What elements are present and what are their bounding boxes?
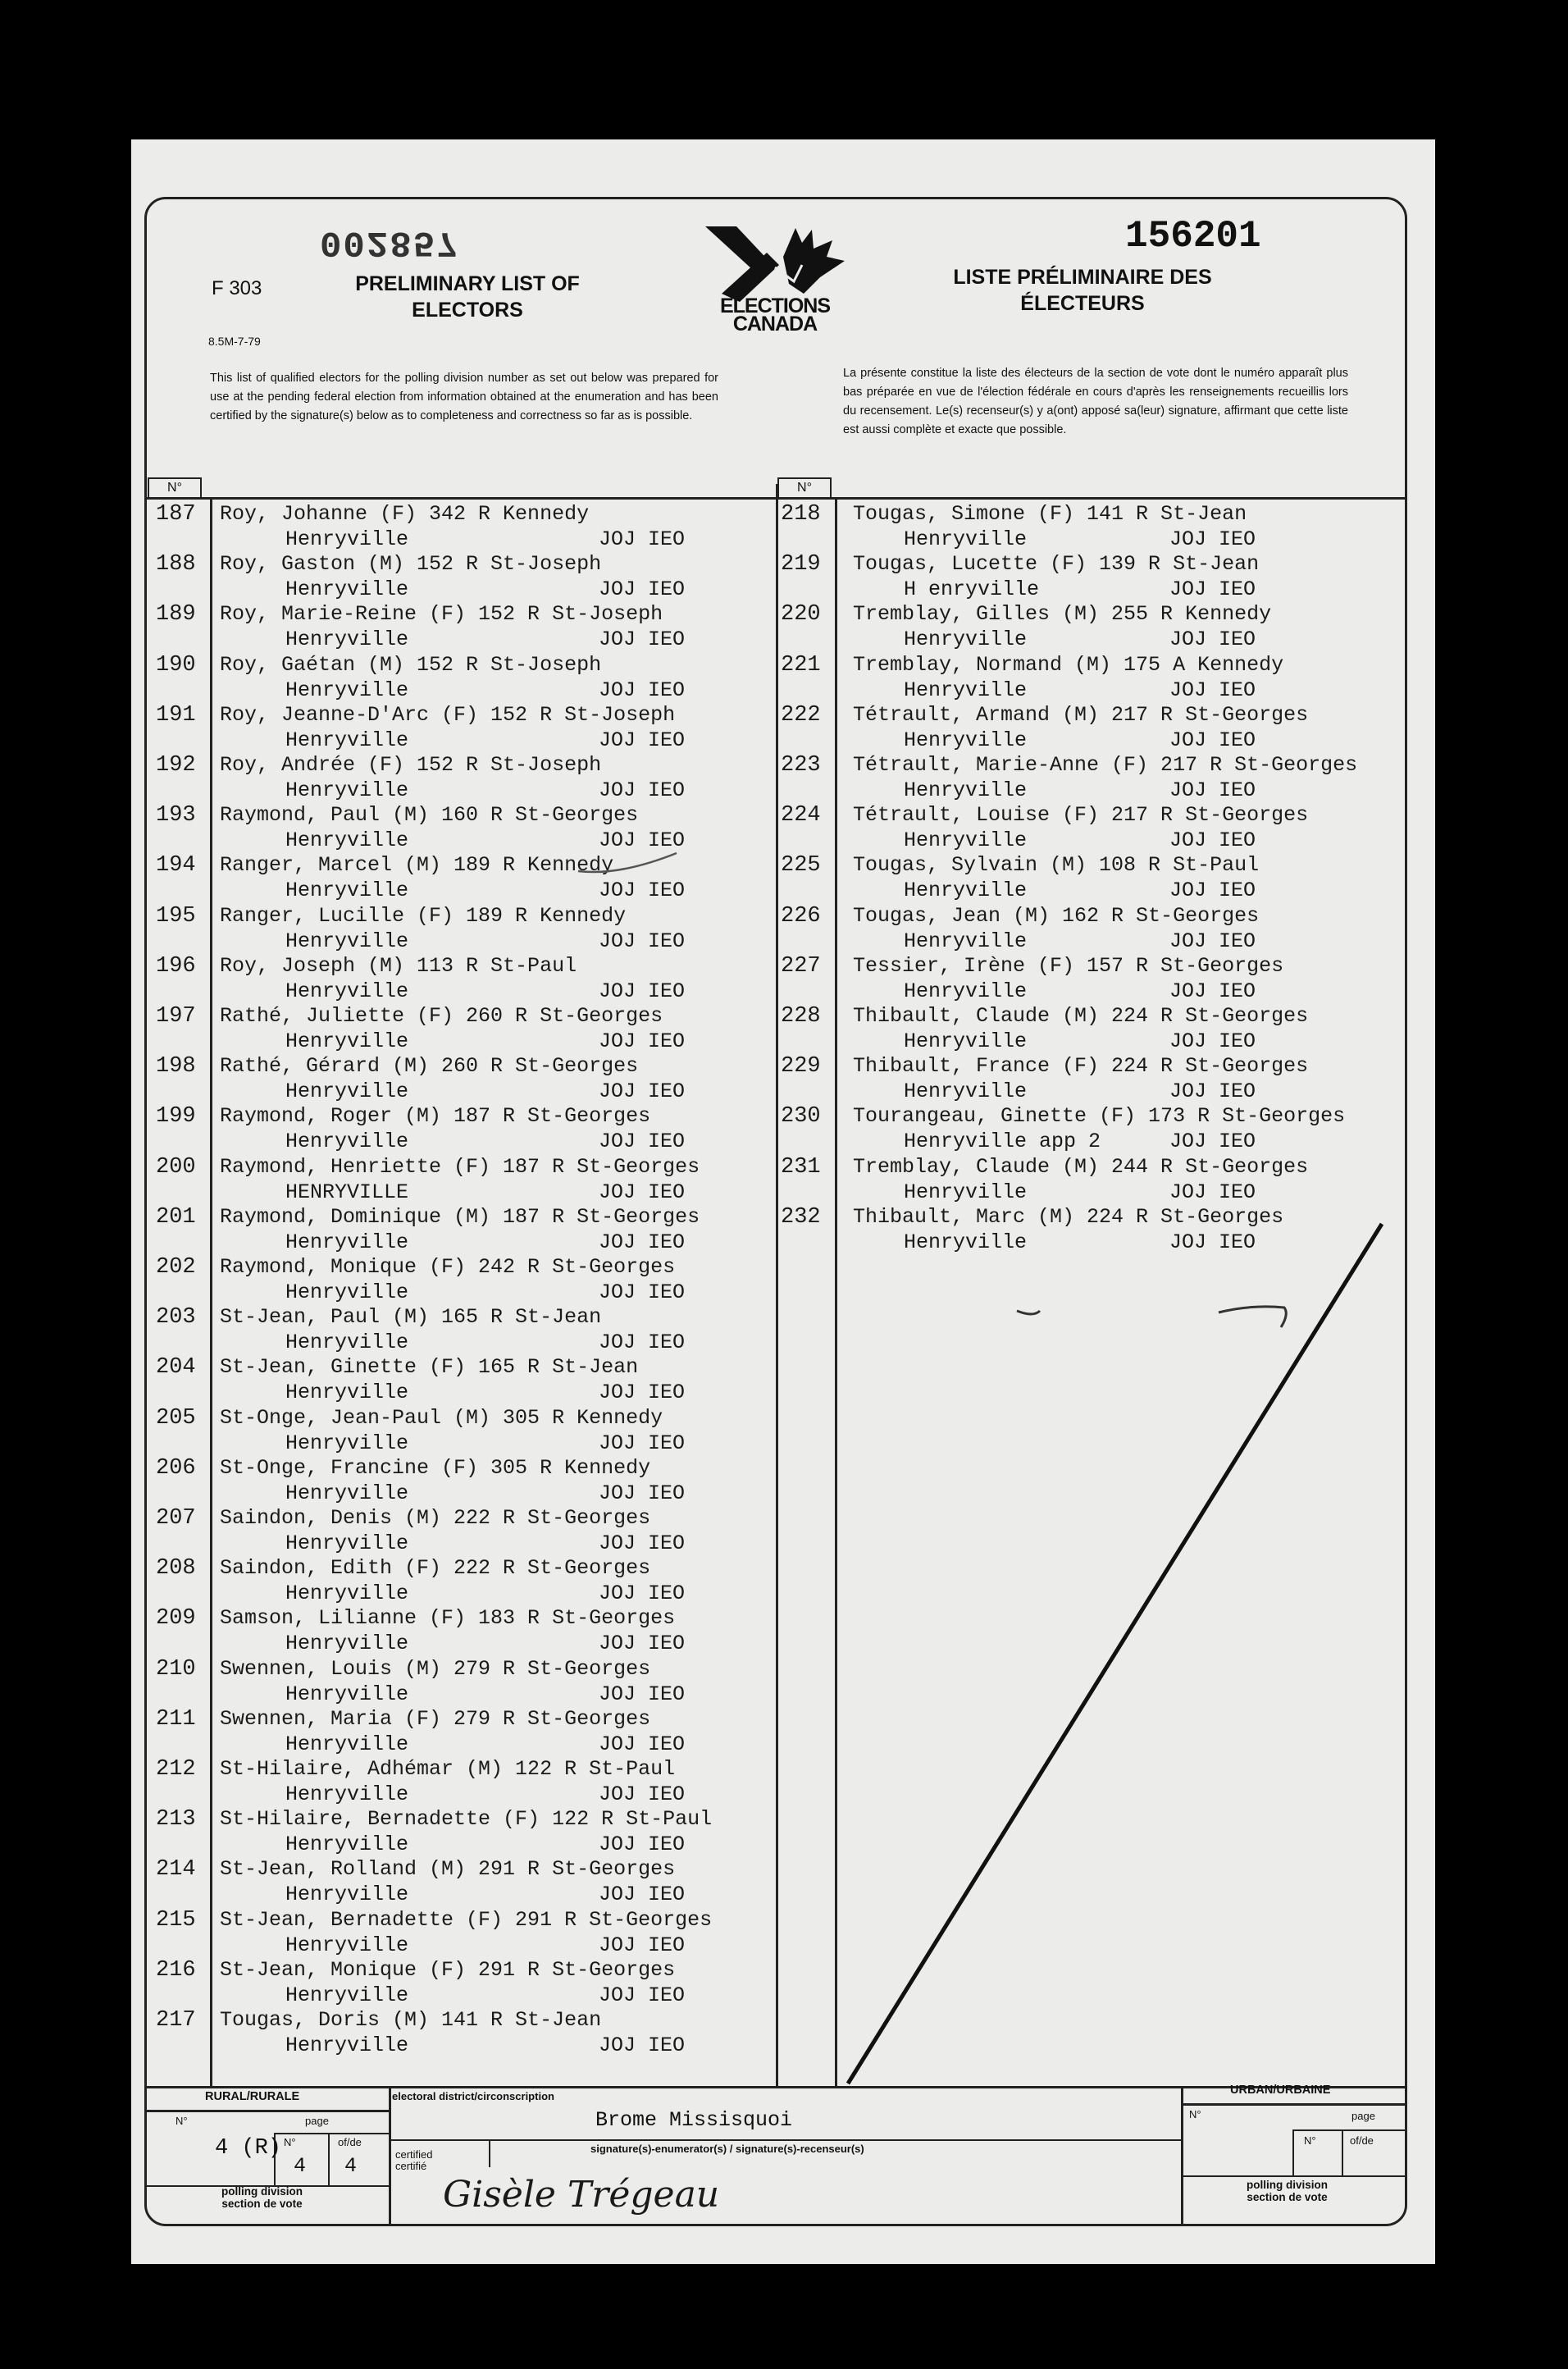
elector-number: 191 (156, 702, 196, 728)
elector-name-address: St-Jean, Paul (M) 165 R St-Jean (220, 1305, 602, 1330)
rural-label-rule (146, 2110, 389, 2112)
elector-postal-code: JOJ IEO (599, 1632, 686, 1656)
elector-municipality: H enryville (904, 577, 1040, 602)
elector-name-address: St-Jean, Monique (F) 291 R St-Georges (220, 1957, 676, 1982)
elector-municipality: Henryville (285, 1883, 409, 1907)
elector-postal-code: JOJ IEO (599, 1883, 686, 1907)
elector-number: 208 (156, 1556, 196, 1582)
elector-number: 224 (781, 803, 821, 828)
pencil-mark (1014, 1294, 1309, 1344)
elector-number: 205 (156, 1405, 196, 1431)
elector-postal-code: JOJ IEO (599, 879, 686, 903)
urban-page-label: page (1351, 2110, 1375, 2122)
elector-name-address: Raymond, Henriette (F) 187 R St-Georges (220, 1154, 700, 1179)
elector-name-address: Swennen, Louis (M) 279 R St-Georges (220, 1656, 651, 1681)
elector-postal-code: JOJ IEO (1169, 778, 1256, 802)
elector-name-address: Tougas, Simone (F) 141 R St-Jean (853, 502, 1247, 526)
elector-name-address: Saindon, Edith (F) 222 R St-Georges (220, 1556, 651, 1581)
elector-name-address: Thibault, Marc (M) 224 R St-Georges (853, 1204, 1284, 1229)
elector-municipality: Henryville (904, 1230, 1028, 1254)
elector-number: 201 (156, 1204, 196, 1230)
unused-space-strike-line (836, 1214, 1402, 2092)
elector-name-address: Tremblay, Claude (M) 244 R St-Georges (853, 1154, 1309, 1179)
elector-postal-code: JOJ IEO (599, 527, 686, 551)
urban-page-no-label: N° (1304, 2134, 1316, 2147)
elector-name-address: Raymond, Roger (M) 187 R St-Georges (220, 1104, 651, 1129)
elector-postal-code: JOJ IEO (1169, 1230, 1256, 1254)
elector-municipality: HENRYVILLE (285, 1180, 409, 1204)
elector-name-address: Rathé, Gérard (M) 260 R St-Georges (220, 1054, 639, 1079)
rural-label: RURAL/RURALE (205, 2090, 300, 2103)
elector-name-address: St-Hilaire, Bernadette (F) 122 R St-Paul (220, 1807, 713, 1832)
elector-municipality: Henryville (904, 678, 1028, 702)
elector-number: 217 (156, 2008, 196, 2033)
elector-name-address: Roy, Gaston (M) 152 R St-Joseph (220, 552, 602, 577)
certified-caption-fr: certifié (395, 2160, 427, 2172)
elector-postal-code: JOJ IEO (599, 1582, 686, 1606)
logo-wordmark-line1: ELECTIONS (719, 294, 831, 317)
elector-postal-code: JOJ IEO (599, 828, 686, 853)
title-english-line2: ELECTORS (412, 299, 523, 322)
elector-number: 207 (156, 1506, 196, 1531)
elector-municipality: Henryville (285, 1531, 409, 1555)
certified-divider (489, 2139, 490, 2167)
elector-municipality: Henryville (285, 828, 409, 853)
elector-postal-code: JOJ IEO (1169, 879, 1256, 903)
elector-municipality: Henryville (285, 1933, 409, 1957)
certified-caption-en: certified (395, 2148, 433, 2161)
elector-municipality: Henryville (285, 1130, 409, 1154)
elector-number: 213 (156, 1807, 196, 1833)
elector-name-address: Raymond, Paul (M) 160 R St-Georges (220, 803, 639, 828)
title-english-line1: PRELIMINARY LIST OF (355, 272, 580, 295)
elector-number: 192 (156, 753, 196, 778)
elector-postal-code: JOJ IEO (599, 728, 686, 752)
urban-label-rule (1181, 2103, 1406, 2106)
serial-number-stamp-right: 156201 (1125, 215, 1261, 258)
elector-postal-code: JOJ IEO (1169, 1180, 1256, 1204)
elector-postal-code: JOJ IEO (1169, 728, 1256, 752)
elector-name-address: St-Hilaire, Adhémar (M) 122 R St-Paul (220, 1757, 676, 1781)
elector-municipality: Henryville (285, 1782, 409, 1806)
elector-postal-code: JOJ IEO (1169, 828, 1256, 853)
elector-number: 226 (781, 903, 821, 929)
elector-name-address: Tougas, Lucette (F) 139 R St-Jean (853, 552, 1260, 577)
elector-postal-code: JOJ IEO (1169, 1029, 1256, 1053)
intro-paragraph-english: This list of qualified electors for the polling division number as set out below was prepared for use at the pending federal election from information obtained at the enumeration and has been certified by the signature(s) below as to completeness and correctness so far as is possible. (210, 372, 718, 422)
elector-municipality: Henryville (904, 1029, 1028, 1053)
elector-name-address: Roy, Jeanne-D'Arc (F) 152 R St-Joseph (220, 702, 676, 727)
elector-municipality: Henryville (285, 1481, 409, 1505)
intro-paragraph-french: La présente constitue la liste des électeurs de la section de vote dont le numéro apparaît plus bas préparée en vue de l'élection fédérale en cours d'après les renseignements recueillis lors du recensement. Le(s) recenseur(s) y a(ont) apposé sa(leur) signature, affirmant que cette liste est aussi complète et exacte que possible. (843, 367, 1348, 436)
elector-postal-code: JOJ IEO (599, 1080, 686, 1104)
title-french (927, 264, 1238, 317)
title-english (328, 271, 607, 323)
elector-name-address: Rathé, Juliette (F) 260 R St-Georges (220, 1004, 663, 1028)
elector-name-address: Tétrault, Armand (M) 217 R St-Georges (853, 702, 1309, 727)
elector-number: 223 (781, 753, 821, 778)
elector-postal-code: JOJ IEO (599, 1029, 686, 1053)
elector-municipality: Henryville app 2 (904, 1130, 1101, 1154)
rural-polling-division-number: 4 (R) (215, 2136, 282, 2161)
urban-no-divider (1292, 2129, 1294, 2175)
elector-number: 211 (156, 1706, 196, 1732)
elector-number: 194 (156, 853, 196, 879)
elector-number: 227 (781, 953, 821, 979)
elector-name-address: Ranger, Marcel (M) 189 R Kennedy (220, 853, 614, 878)
elector-name-address: St-Onge, Francine (F) 305 R Kennedy (220, 1455, 651, 1480)
elector-municipality: Henryville (904, 1180, 1028, 1204)
rural-polling-division-caption-en: polling division (221, 2185, 303, 2198)
form-number: F 303 (212, 277, 262, 299)
elector-name-address: Roy, Joseph (M) 113 R St-Paul (220, 953, 577, 978)
elector-name-address: St-Onge, Jean-Paul (M) 305 R Kennedy (220, 1405, 663, 1430)
rural-page-of-label: of/de (338, 2136, 362, 2148)
logo-wordmark-line2: CANADA (732, 313, 818, 335)
elector-postal-code: JOJ IEO (599, 678, 686, 702)
pencil-check-mark (574, 847, 689, 879)
elector-municipality: Henryville (285, 1230, 409, 1254)
elector-postal-code: JOJ IEO (599, 1682, 686, 1706)
elector-postal-code: JOJ IEO (1169, 628, 1256, 652)
elector-municipality: Henryville (904, 929, 1028, 953)
elector-municipality: Henryville (285, 1080, 409, 1104)
elector-name-address: Roy, Johanne (F) 342 R Kennedy (220, 502, 590, 526)
rural-page-total: 4 (344, 2154, 358, 2178)
elector-municipality: Henryville (285, 979, 409, 1003)
title-french-line1: LISTE PRÉLIMINAIRE DES (953, 266, 1212, 289)
elector-number: 187 (156, 502, 196, 527)
urban-polling-division-caption-en: polling division (1247, 2179, 1328, 2191)
elector-number: 215 (156, 1907, 196, 1933)
elector-postal-code: JOJ IEO (599, 979, 686, 1003)
elector-name-address: Tougas, Doris (M) 141 R St-Jean (220, 2008, 602, 2032)
elector-municipality: Henryville (285, 1983, 409, 2007)
elector-postal-code: JOJ IEO (599, 1431, 686, 1455)
elector-number: 204 (156, 1355, 196, 1381)
elector-municipality: Henryville (285, 1331, 409, 1355)
elector-municipality: Henryville (285, 1431, 409, 1455)
elector-postal-code: JOJ IEO (599, 577, 686, 602)
urban-page-of-label: of/de (1350, 2134, 1374, 2147)
elector-name-address: Samson, Lilianne (F) 183 R St-Georges (220, 1606, 676, 1631)
elector-number: 190 (156, 652, 196, 678)
elector-number: 210 (156, 1656, 196, 1682)
electoral-district-value: Brome Missisquoi (595, 2108, 793, 2132)
signature-label: signature(s)-enumerator(s) / signature(s)-recenseur(s) (590, 2143, 864, 2155)
elector-postal-code: JOJ IEO (599, 1331, 686, 1355)
elector-number: 231 (781, 1154, 821, 1180)
elector-municipality: Henryville (285, 778, 409, 802)
elector-number: 221 (781, 652, 821, 678)
serial-number-stamp-left: 002857 (320, 221, 460, 262)
elector-municipality: Henryville (285, 1381, 409, 1405)
elector-number: 202 (156, 1255, 196, 1280)
elector-municipality: Henryville (285, 577, 409, 602)
elector-municipality: Henryville (285, 678, 409, 702)
urban-page-divider (1342, 2129, 1343, 2175)
elector-number: 193 (156, 803, 196, 828)
elector-postal-code: JOJ IEO (599, 1230, 686, 1254)
elector-number: 214 (156, 1857, 196, 1883)
form-print-date: 8.5M-7-79 (208, 335, 261, 348)
elector-name-address: Tougas, Sylvain (M) 108 R St-Paul (853, 853, 1260, 878)
elector-name-address: Raymond, Monique (F) 242 R St-Georges (220, 1255, 676, 1279)
elector-number: 212 (156, 1757, 196, 1782)
elector-postal-code: JOJ IEO (599, 628, 686, 652)
left-number-column-rule (210, 497, 212, 2087)
elector-municipality: Henryville (285, 1632, 409, 1656)
elector-municipality: Henryville (285, 1029, 409, 1053)
elector-number: 188 (156, 552, 196, 577)
elector-postal-code: JOJ IEO (599, 1933, 686, 1957)
rural-page-divider (328, 2133, 330, 2185)
elector-municipality: Henryville (285, 1732, 409, 1756)
elector-number: 220 (781, 602, 821, 628)
elector-number: 228 (781, 1004, 821, 1029)
left-number-column-header: N° (148, 477, 202, 499)
urban-polling-division-caption-fr: section de vote (1247, 2191, 1328, 2203)
elector-postal-code: JOJ IEO (599, 1531, 686, 1555)
elector-postal-code: JOJ IEO (1169, 678, 1256, 702)
elector-number: 195 (156, 903, 196, 929)
footer-left-divider (389, 2086, 391, 2225)
elector-name-address: Ranger, Lucille (F) 189 R Kennedy (220, 903, 627, 928)
elector-postal-code: JOJ IEO (1169, 979, 1256, 1003)
elector-municipality: Henryville (904, 979, 1028, 1003)
elector-name-address: Tremblay, Gilles (M) 255 R Kennedy (853, 602, 1272, 627)
elector-postal-code: JOJ IEO (599, 1782, 686, 1806)
elector-postal-code: JOJ IEO (599, 1833, 686, 1857)
elector-number: 230 (781, 1104, 821, 1130)
elector-name-address: Thibault, Claude (M) 224 R St-Georges (853, 1004, 1309, 1028)
urban-label: URBAN/URBAINE (1230, 2084, 1331, 2097)
elector-municipality: Henryville (904, 1080, 1028, 1104)
title-french-line2: ÉLECTEURS (1020, 292, 1145, 315)
elector-municipality: Henryville (285, 1280, 409, 1304)
elector-postal-code: JOJ IEO (599, 929, 686, 953)
elector-postal-code: JOJ IEO (599, 1381, 686, 1405)
elector-number: 216 (156, 1957, 196, 1983)
right-number-column-header: N° (777, 477, 832, 499)
urban-polling-rule (1181, 2175, 1406, 2177)
elector-postal-code: JOJ IEO (599, 778, 686, 802)
rural-page-rule (274, 2133, 389, 2134)
elector-name-address: Tessier, Irène (F) 157 R St-Georges (853, 953, 1284, 978)
elector-name-address: Swennen, Maria (F) 279 R St-Georges (220, 1706, 651, 1731)
elector-name-address: Tétrault, Marie-Anne (F) 217 R St-Georges (853, 753, 1358, 777)
elector-municipality: Henryville (285, 728, 409, 752)
elector-municipality: Henryville (285, 628, 409, 652)
elector-postal-code: JOJ IEO (599, 1280, 686, 1304)
elector-postal-code: JOJ IEO (1169, 527, 1256, 551)
elector-name-address: St-Jean, Ginette (F) 165 R St-Jean (220, 1355, 639, 1380)
certified-caption (395, 2149, 433, 2172)
elector-name-address: Raymond, Dominique (M) 187 R St-Georges (220, 1204, 700, 1229)
elector-municipality: Henryville (904, 828, 1028, 853)
elector-number: 196 (156, 953, 196, 979)
elector-name-address: Saindon, Denis (M) 222 R St-Georges (220, 1506, 651, 1530)
elector-name-address: St-Jean, Rolland (M) 291 R St-Georges (220, 1857, 676, 1882)
district-rule (389, 2139, 1181, 2141)
urban-no-label: N° (1189, 2108, 1201, 2120)
elector-number: 232 (781, 1204, 821, 1230)
elector-municipality: Henryville (904, 778, 1028, 802)
elector-postal-code: JOJ IEO (1169, 1080, 1256, 1104)
elector-postal-code: JOJ IEO (1169, 929, 1256, 953)
rural-no-label: N° (175, 2115, 188, 2127)
enumerator-signature: Gisèle Trégeau (443, 2174, 720, 2216)
footer-top-rule (146, 2086, 1406, 2088)
elector-municipality: Henryville (285, 527, 409, 551)
elector-postal-code: JOJ IEO (599, 1180, 686, 1204)
elector-municipality: Henryville (904, 879, 1028, 903)
column-divider-rule (776, 484, 778, 2087)
urban-page-rule (1292, 2129, 1406, 2131)
elector-municipality: Henryville (285, 1833, 409, 1857)
elector-name-address: Tétrault, Louise (F) 217 R St-Georges (853, 803, 1309, 828)
elector-name-address: Tremblay, Normand (M) 175 A Kennedy (853, 652, 1284, 677)
elector-municipality: Henryville (904, 527, 1028, 551)
elector-number: 229 (781, 1054, 821, 1080)
elector-postal-code: JOJ IEO (1169, 1130, 1256, 1154)
elector-municipality: Henryville (285, 2034, 409, 2057)
rural-polling-division-caption (221, 2185, 303, 2210)
elector-postal-code: JOJ IEO (599, 1983, 686, 2007)
elector-number: 199 (156, 1104, 196, 1130)
elector-postal-code: JOJ IEO (599, 1130, 686, 1154)
elector-municipality: Henryville (285, 1582, 409, 1606)
elector-number: 203 (156, 1305, 196, 1331)
elector-postal-code: JOJ IEO (599, 1481, 686, 1505)
elector-number: 189 (156, 602, 196, 628)
logo-wordmark (697, 294, 853, 335)
elector-municipality: Henryville (285, 929, 409, 953)
elector-name-address: Tourangeau, Ginette (F) 173 R St-Georges (853, 1104, 1346, 1129)
elector-number: 225 (781, 853, 821, 879)
electoral-district-label: electoral district/circonscription (392, 2090, 554, 2102)
elector-postal-code: JOJ IEO (599, 2034, 686, 2057)
rural-polling-division-caption-fr: section de vote (221, 2198, 303, 2210)
elector-name-address: Roy, Gaétan (M) 152 R St-Joseph (220, 652, 602, 677)
elector-name-address: Roy, Andrée (F) 152 R St-Joseph (220, 753, 602, 777)
elector-number: 198 (156, 1054, 196, 1080)
urban-polling-division-caption (1247, 2179, 1328, 2203)
footer-right-divider (1181, 2086, 1183, 2225)
elector-number: 200 (156, 1154, 196, 1180)
elector-name-address: Tougas, Jean (M) 162 R St-Georges (853, 903, 1260, 928)
elector-postal-code: JOJ IEO (599, 1732, 686, 1756)
rural-page-no-label: N° (284, 2136, 296, 2148)
elector-number: 218 (781, 502, 821, 527)
elector-municipality: Henryville (904, 728, 1028, 752)
rural-page-label: page (305, 2115, 329, 2127)
elector-number: 197 (156, 1004, 196, 1029)
elector-municipality: Henryville (285, 879, 409, 903)
elector-name-address: Roy, Marie-Reine (F) 152 R St-Joseph (220, 602, 663, 627)
elector-name-address: St-Jean, Bernadette (F) 291 R St-Georges (220, 1907, 713, 1932)
elector-number: 206 (156, 1455, 196, 1481)
elector-name-address: Thibault, France (F) 224 R St-Georges (853, 1054, 1309, 1079)
elector-number: 219 (781, 552, 821, 577)
elector-number: 222 (781, 702, 821, 728)
elector-municipality: Henryville (285, 1682, 409, 1706)
rural-page-number: 4 (294, 2154, 307, 2178)
elector-number: 209 (156, 1606, 196, 1632)
elector-postal-code: JOJ IEO (1169, 577, 1256, 602)
elector-municipality: Henryville (904, 628, 1028, 652)
